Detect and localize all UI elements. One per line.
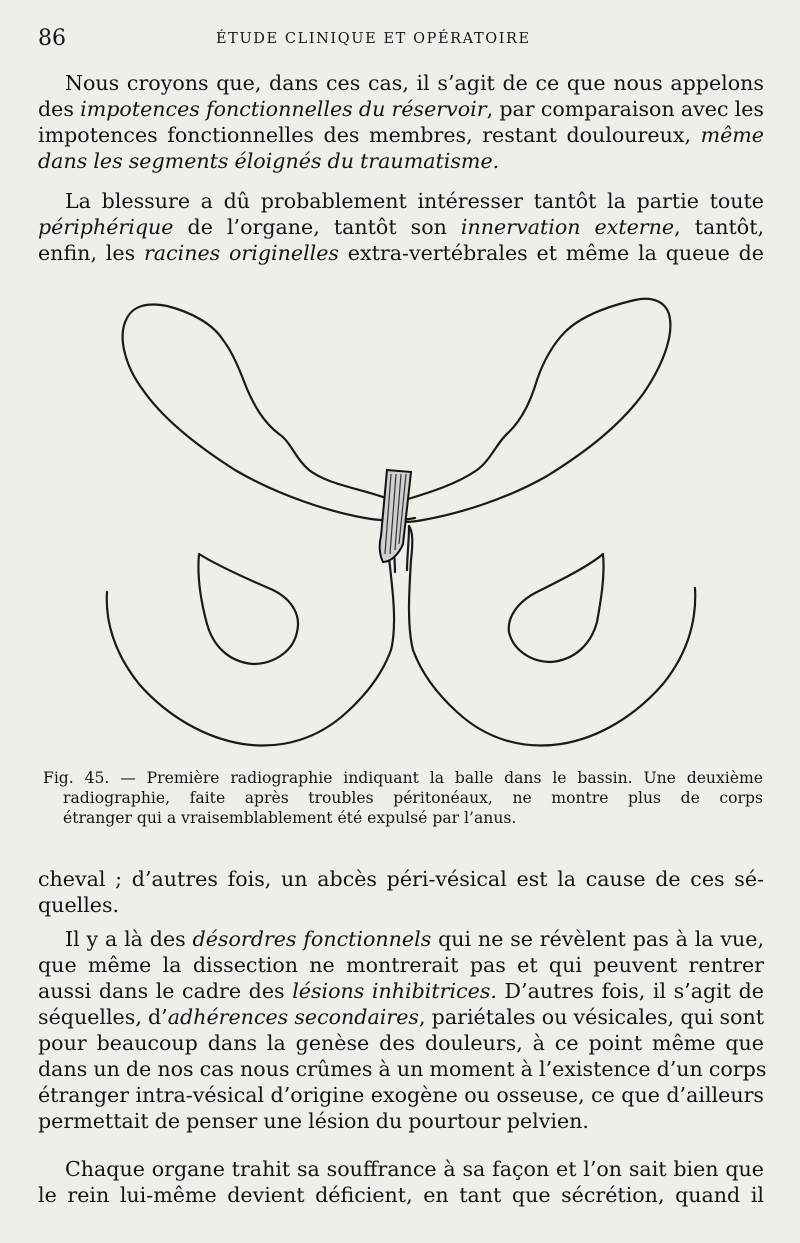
caption-line: radiographie, faite après troubles péritonéaux, ne montre plus de corps (63, 789, 763, 807)
page-number: 86 (38, 26, 66, 51)
text-line: que même la dissection ne montrerait pas et qui peuvent rentrer (38, 953, 764, 977)
caption-line: Fig. 45. — Première radiographie indiquant la balle dans le bassin. Une deuxième (43, 769, 763, 787)
text-line: Nous croyons que, dans ces cas, il s’agit de ce que nous appelons (65, 71, 764, 95)
text-line (38, 148, 764, 174)
running-title: ÉTUDE CLINIQUE ET OPÉRATOIRE (216, 31, 531, 47)
italic-phrase: dans les segments éloignés du traumatisme. (38, 149, 500, 173)
italic-phrase: périphérique (38, 215, 174, 239)
right-obturator-foramen (509, 554, 604, 662)
text-line: pour beaucoup dans la genèse des douleurs, à ce point même que (38, 1031, 764, 1055)
left-iliac-wing (123, 305, 415, 521)
text-line: La blessure a dû probablement intéresser tantôt la partie toute (65, 189, 764, 213)
text-line: des impotences fonctionnelles du réservoir, par comparaison avec les (38, 97, 764, 121)
pelvis-radiograph-drawing (95, 292, 715, 754)
text-line: Chaque organe trahit sa souffrance à sa façon et l’on sait bien que (65, 1157, 764, 1181)
bullet-shape (380, 470, 411, 562)
text-line: cheval ; d’autres fois, un abcès péri-vésical est la cause de ces sé- (38, 867, 764, 891)
text-line: aussi dans le cadre des lésions inhibitrices. D’autres fois, il s’agit de (38, 979, 764, 1003)
italic-phrase: impotences fonctionnelles du réservoir (80, 97, 487, 121)
text-line: périphérique de l’organe, tantôt son innervation externe, tantôt, (38, 215, 765, 239)
text-line: séquelles, d’adhérences secondaires, pariétales ou vésicales, qui sont (38, 1005, 765, 1029)
right-ischial-arc (409, 526, 695, 746)
right-iliac-wing (403, 299, 670, 522)
text-line: dans un de nos cas nous crûmes à un moment à l’existence d’un corps (38, 1057, 767, 1081)
text-line: quelles. (38, 893, 120, 917)
paragraph-3 (38, 866, 764, 918)
text-line: permettait de penser une lésion du pourtour pelvien. (38, 1109, 589, 1133)
paragraph-4 (38, 926, 767, 1134)
figure-caption (43, 768, 763, 828)
italic-phrase: désordres fonctionnels (192, 927, 432, 951)
italic-phrase: racines originelles (143, 241, 339, 265)
italic-phrase: même (700, 123, 764, 147)
text-line: étranger intra-vésical d’origine exogène ou osseuse, ce que d’ailleurs (38, 1083, 764, 1107)
left-ischial-arc (107, 528, 394, 746)
text-line: le rein lui-même devient déficient, en tant que sécrétion, quand il (38, 1183, 764, 1207)
left-obturator-foramen (198, 554, 298, 664)
italic-phrase: innervation externe (460, 215, 675, 239)
paragraph-1 (38, 70, 764, 174)
paragraph-5 (38, 1156, 764, 1208)
text-line: impotences fonctionnelles des membres, restant douloureux, même (38, 123, 764, 147)
text-line: enfin, les racines originelles extra-vertébrales et même la queue de (38, 241, 764, 265)
italic-phrase: lésions inhibitrices. (292, 979, 497, 1003)
italic-phrase: adhérences secondaires (167, 1005, 419, 1029)
caption-line: étranger qui a vraisemblablement été expulsé par l’anus. (63, 809, 517, 827)
paragraph-2 (38, 188, 764, 266)
text-line: Il y a là des désordres fonctionnels qui ne se révèlent pas à la vue, (65, 927, 765, 951)
page-header (38, 26, 766, 58)
